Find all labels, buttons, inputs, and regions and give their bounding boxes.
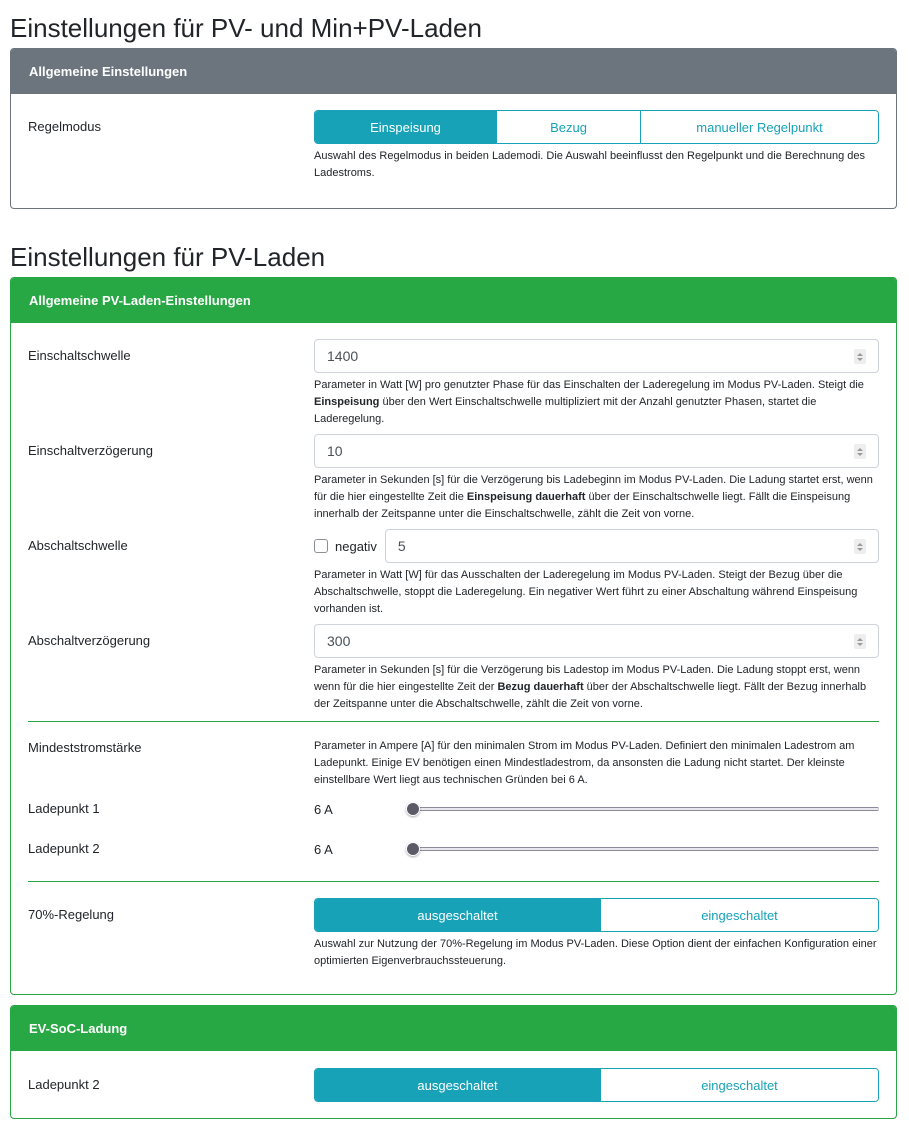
abschaltverzoegerung-row <box>28 624 879 713</box>
abschaltschwelle-label: Abschaltschwelle <box>28 538 128 553</box>
negativ-label: negativ <box>335 538 377 554</box>
slider-track <box>410 847 879 851</box>
ladepunkt1-slider-row <box>28 789 879 829</box>
ladepunkt2-slider[interactable] <box>406 841 879 857</box>
abschaltschwelle-value: 5 <box>397 538 406 554</box>
card-header: Allgemeine Einstellungen <box>11 49 896 94</box>
slider-thumb[interactable] <box>406 842 420 856</box>
regelung70-help: Auswahl zur Nutzung der 70%-Regelung im Modus PV-Laden. Diese Option dient der einfachen Konfiguration einer optimierten Eigenverbrauchssteuerung. <box>314 938 877 967</box>
soc-option-ausgeschaltet[interactable]: ausgeschaltet <box>315 1069 600 1101</box>
einschaltverzoegerung-label: Einschaltverzögerung <box>28 443 154 458</box>
spinner-icon[interactable] <box>854 634 866 649</box>
abschaltverzoegerung-value: 300 <box>327 633 351 649</box>
ladepunkt2-label: Ladepunkt 2 <box>28 841 100 856</box>
einschaltschwelle-label: Einschaltschwelle <box>28 348 131 363</box>
divider <box>28 881 879 882</box>
ladepunkt1-label: Ladepunkt 1 <box>28 801 100 816</box>
einschaltschwelle-help: Parameter in Watt [W] pro genutzter Phase für das Einschalten der Laderegelung im Modus PV-Laden. Steigt die Einspeisung über den Wert Einschaltschwelle multipliziert mit der Anzahl genutzter Phasen, startet die Laderegelung. <box>314 379 864 425</box>
regelung70-button-group <box>314 898 879 932</box>
soc-ladepunkt2-row <box>28 1068 879 1102</box>
einschaltschwelle-row <box>28 339 879 428</box>
ladepunkt2-slider-row <box>28 829 879 869</box>
spinner-icon[interactable] <box>854 539 866 554</box>
spinner-icon[interactable] <box>854 444 866 459</box>
regelung70-option-eingeschaltet[interactable]: eingeschaltet <box>600 899 878 931</box>
soc-ladepunkt2-button-group <box>314 1068 879 1102</box>
regelung70-label: 70%-Regelung <box>28 907 115 922</box>
card-pv-general <box>10 277 897 995</box>
slider-thumb[interactable] <box>406 802 420 816</box>
abschaltverzoegerung-input[interactable] <box>314 624 879 658</box>
mindeststromstaerke-row <box>28 738 879 789</box>
regelmodus-option-manueller-regelpunkt[interactable]: manueller Regelpunkt <box>640 111 878 143</box>
regelmodus-option-bezug[interactable]: Bezug <box>496 111 640 143</box>
card-general-settings <box>10 48 897 209</box>
regelmodus-option-einspeisung[interactable]: Einspeisung <box>315 111 496 143</box>
spinner-icon[interactable] <box>854 349 866 364</box>
soc-ladepunkt2-label: Ladepunkt 2 <box>28 1077 100 1092</box>
card-ev-soc <box>10 1005 897 1119</box>
einschaltschwelle-value: 1400 <box>327 348 359 364</box>
negativ-checkbox[interactable] <box>314 539 328 553</box>
abschaltschwelle-row <box>28 529 879 618</box>
regelmodus-row <box>28 110 879 182</box>
abschaltschwelle-help: Parameter in Watt [W] für das Ausschalten der Laderegelung im Modus PV-Laden. Steigt der Bezug über die Abschaltschwelle, stoppt die Laderegelung. Ein negativer Wert führt zu einer Abschaltung während Einspeisung vorhanden ist. <box>314 569 858 615</box>
abschaltschwelle-input[interactable] <box>385 529 879 563</box>
soc-option-eingeschaltet[interactable]: eingeschaltet <box>600 1069 878 1101</box>
regelmodus-help: Auswahl des Regelmodus in beiden Lademodi. Die Auswahl beeinflusst den Regelpunkt und die Berechnung des Ladestroms. <box>314 150 865 179</box>
regelmodus-label: Regelmodus <box>28 119 101 134</box>
mindeststromstaerke-label: Mindeststromstärke <box>28 740 142 755</box>
einschaltverzoegerung-input[interactable] <box>314 434 879 468</box>
abschaltverzoegerung-help: Parameter in Sekunden [s] für die Verzögerung bis Ladestop im Modus PV-Laden. Die Ladung stoppt erst, wenn wenn für die hier eingestellte Zeit der Bezug dauerhaft über der Abschaltschwelle liegt. Fällt der Bezug innerhalb der Zeitspanne unter die Abschaltschwelle, zählt die Zeit von vorne. <box>314 664 867 710</box>
einschaltverzoegerung-help: Parameter in Sekunden [s] für die Verzögerung bis Ladebeginn im Modus PV-Laden. Die Ladung startet erst, wenn für die hier eingestellte Zeit die Einspeisung dauerhaft über der Einschaltschwelle liegt. Fällt die Einspeisung innerhalb der Zeitspanne unter die Einschaltschwelle, zählt die Zeit von vorne. <box>314 474 873 520</box>
regelmodus-button-group <box>314 110 879 144</box>
ladepunkt1-slider[interactable] <box>406 801 879 817</box>
card-header: Allgemeine PV-Laden-Einstellungen <box>11 278 896 323</box>
abschaltverzoegerung-label: Abschaltverzögerung <box>28 633 151 648</box>
regelung70-row <box>28 898 879 970</box>
regelung70-option-ausgeschaltet[interactable]: ausgeschaltet <box>315 899 600 931</box>
slider-track <box>410 807 879 811</box>
page-title-pv: Einstellungen für PV-Laden <box>10 242 326 272</box>
card-header: EV-SoC-Ladung <box>11 1006 896 1051</box>
ladepunkt2-value: 6 A <box>314 841 333 857</box>
einschaltverzoegerung-row <box>28 434 879 523</box>
mindeststromstaerke-help: Parameter in Ampere [A] für den minimalen Strom im Modus PV-Laden. Definiert den minimalen Ladestrom am Ladepunkt. Einige EV benötigen einen Mindestladestrom, da ansonsten die Ladung nicht startet. Der kleinste einstellbare Wert liegt aus technischen Gründen bei 6 A. <box>314 740 855 786</box>
einschaltschwelle-input[interactable] <box>314 339 879 373</box>
divider <box>28 721 879 722</box>
ladepunkt1-value: 6 A <box>314 801 333 817</box>
einschaltverzoegerung-value: 10 <box>327 443 343 459</box>
page-title-pv-minpv: Einstellungen für PV- und Min+PV-Laden <box>10 13 482 43</box>
